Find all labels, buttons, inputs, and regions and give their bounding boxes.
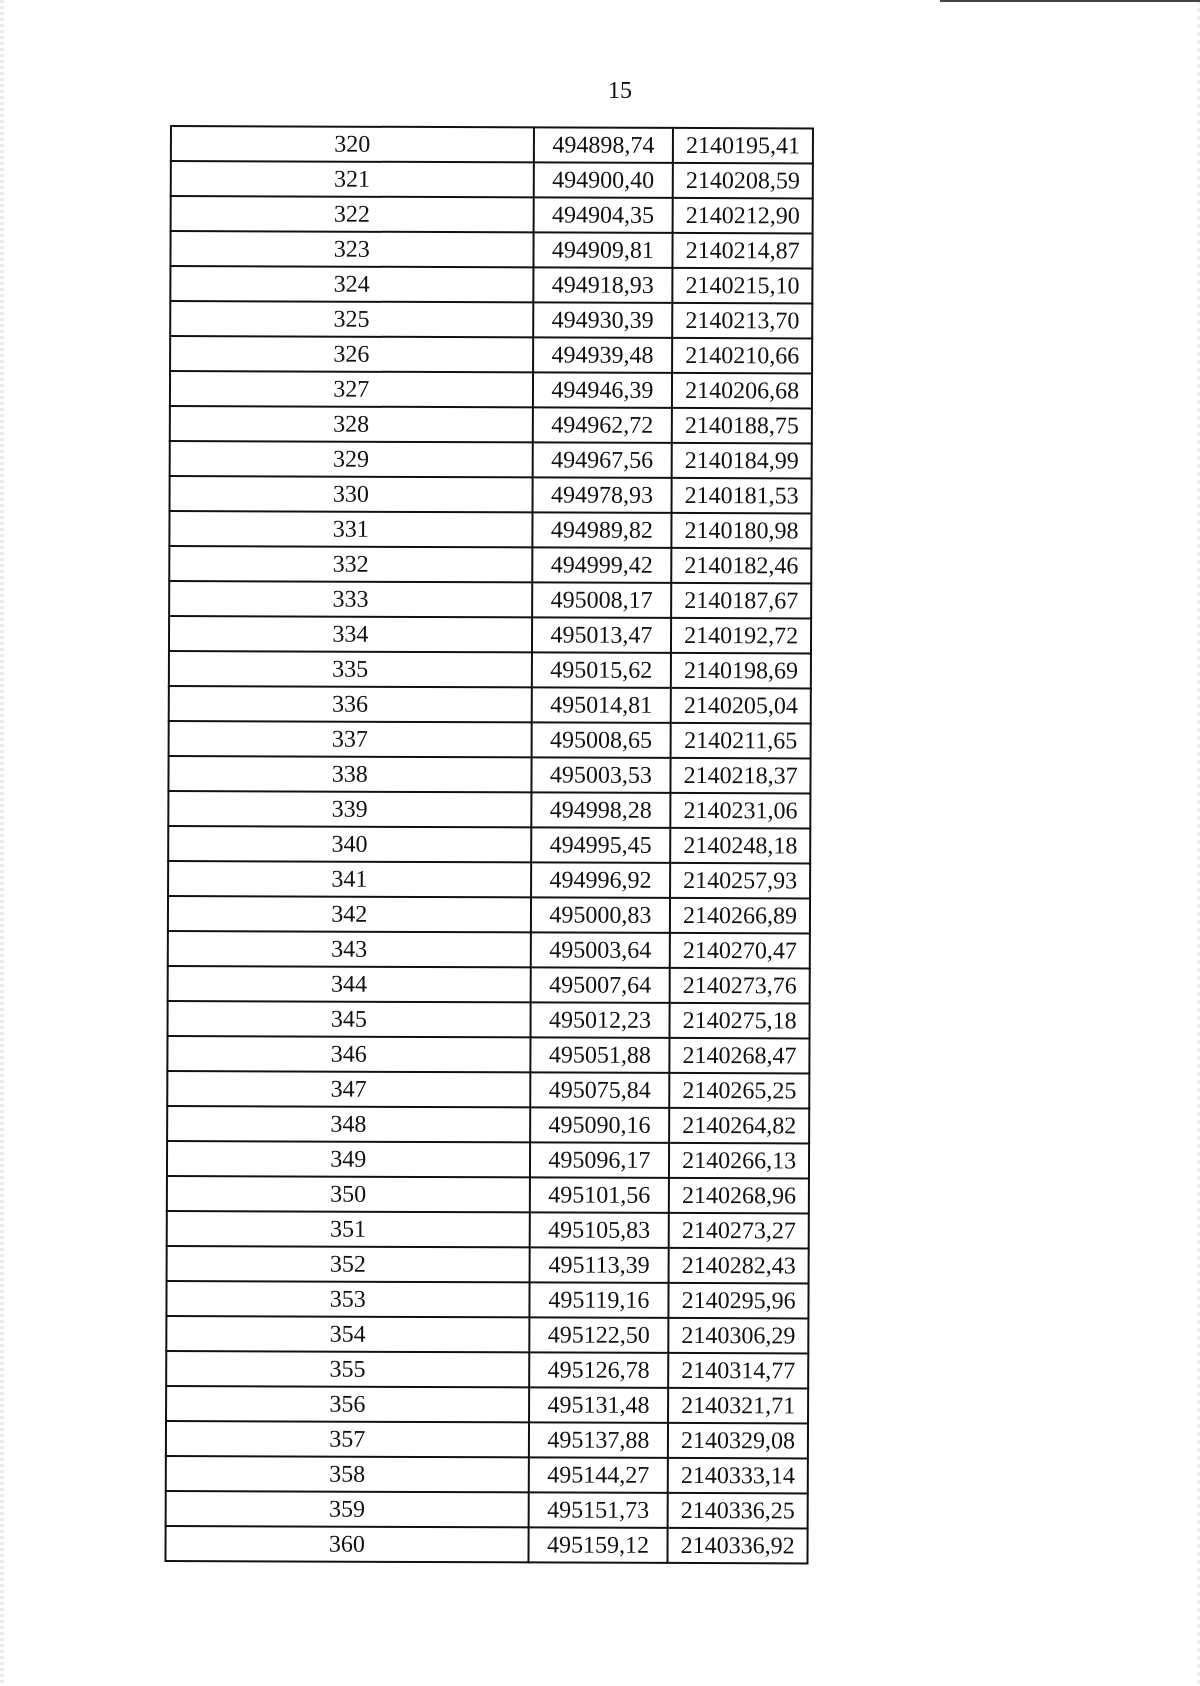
y-coordinate-cell: 2140295,96 xyxy=(669,1283,809,1319)
x-coordinate-cell: 495008,65 xyxy=(531,722,671,758)
scan-top-rule xyxy=(940,0,1200,2)
point-number-cell: 325 xyxy=(170,301,533,337)
point-number-cell: 333 xyxy=(169,581,532,617)
point-number-cell: 330 xyxy=(170,476,533,512)
y-coordinate-cell: 2140314,77 xyxy=(668,1353,808,1389)
y-coordinate-cell: 2140188,75 xyxy=(672,408,812,444)
table-row xyxy=(168,966,810,1003)
y-coordinate-cell: 2140213,70 xyxy=(672,303,812,339)
table-row xyxy=(168,1001,810,1038)
point-number-cell: 344 xyxy=(168,966,531,1002)
y-coordinate-cell: 2140329,08 xyxy=(668,1423,808,1459)
x-coordinate-cell: 494962,72 xyxy=(532,407,672,443)
y-coordinate-cell: 2140264,82 xyxy=(669,1108,809,1144)
table-row xyxy=(170,231,812,268)
table-row xyxy=(167,1176,809,1213)
point-number-cell: 338 xyxy=(168,756,531,792)
y-coordinate-cell: 2140195,41 xyxy=(673,128,813,164)
table-row xyxy=(167,1036,809,1073)
table-row xyxy=(167,1071,809,1108)
table-row xyxy=(169,616,811,653)
table-row xyxy=(168,756,810,793)
table-row xyxy=(170,406,812,443)
y-coordinate-cell: 2140181,53 xyxy=(672,478,812,514)
table-row xyxy=(166,1456,808,1493)
table-row xyxy=(169,686,811,723)
y-coordinate-cell: 2140321,71 xyxy=(668,1388,808,1424)
point-number-cell: 340 xyxy=(168,826,531,862)
y-coordinate-cell: 2140333,14 xyxy=(668,1458,808,1494)
y-coordinate-cell: 2140182,46 xyxy=(671,548,811,584)
y-coordinate-cell: 2140187,67 xyxy=(671,583,811,619)
table-row xyxy=(170,301,812,338)
point-number-cell: 356 xyxy=(166,1386,529,1422)
x-coordinate-cell: 495075,84 xyxy=(530,1072,670,1108)
x-coordinate-cell: 494898,74 xyxy=(533,127,673,163)
point-number-cell: 354 xyxy=(166,1316,529,1352)
point-number-cell: 334 xyxy=(169,616,532,652)
y-coordinate-cell: 2140211,65 xyxy=(671,723,811,759)
table-row xyxy=(170,266,812,303)
x-coordinate-cell: 494900,40 xyxy=(533,162,673,198)
y-coordinate-cell: 2140218,37 xyxy=(671,758,811,794)
table-row xyxy=(169,581,811,618)
point-number-cell: 327 xyxy=(170,371,533,407)
point-number-cell: 352 xyxy=(167,1246,530,1282)
point-number-cell: 332 xyxy=(169,546,532,582)
point-number-cell: 326 xyxy=(170,336,533,372)
point-number-cell: 343 xyxy=(168,931,531,967)
point-number-cell: 350 xyxy=(167,1176,530,1212)
point-number-cell: 351 xyxy=(167,1211,530,1247)
x-coordinate-cell: 495126,78 xyxy=(529,1352,669,1388)
y-coordinate-cell: 2140198,69 xyxy=(671,653,811,689)
x-coordinate-cell: 494978,93 xyxy=(532,477,672,513)
y-coordinate-cell: 2140206,68 xyxy=(672,373,812,409)
point-number-cell: 359 xyxy=(166,1491,529,1527)
y-coordinate-cell: 2140306,29 xyxy=(669,1318,809,1354)
x-coordinate-cell: 494999,42 xyxy=(532,547,672,583)
y-coordinate-cell: 2140273,27 xyxy=(669,1213,809,1249)
x-coordinate-cell: 495101,56 xyxy=(529,1177,669,1213)
x-coordinate-cell: 495105,83 xyxy=(529,1212,669,1248)
y-coordinate-cell: 2140275,18 xyxy=(670,1003,810,1039)
table-row xyxy=(166,1351,808,1388)
x-coordinate-cell: 495144,27 xyxy=(528,1457,668,1493)
y-coordinate-cell: 2140336,25 xyxy=(668,1493,808,1529)
point-number-cell: 347 xyxy=(167,1071,530,1107)
table-row xyxy=(168,861,810,898)
x-coordinate-cell: 495015,62 xyxy=(531,652,671,688)
table-row xyxy=(166,1421,808,1458)
y-coordinate-cell: 2140266,13 xyxy=(669,1143,809,1179)
y-coordinate-cell: 2140214,87 xyxy=(673,233,813,269)
point-number-cell: 360 xyxy=(165,1526,528,1562)
y-coordinate-cell: 2140266,89 xyxy=(670,898,810,934)
point-number-cell: 329 xyxy=(170,441,533,477)
point-number-cell: 335 xyxy=(169,651,532,687)
table-row xyxy=(168,791,810,828)
point-number-cell: 324 xyxy=(170,266,533,302)
x-coordinate-cell: 495159,12 xyxy=(528,1527,668,1563)
table-row xyxy=(167,1211,809,1248)
point-number-cell: 323 xyxy=(170,231,533,267)
table-row xyxy=(169,511,811,548)
x-coordinate-cell: 495008,17 xyxy=(532,582,672,618)
point-number-cell: 348 xyxy=(167,1106,530,1142)
y-coordinate-cell: 2140192,72 xyxy=(671,618,811,654)
x-coordinate-cell: 495003,53 xyxy=(531,757,671,793)
y-coordinate-cell: 2140215,10 xyxy=(673,268,813,304)
table-row xyxy=(168,896,810,933)
x-coordinate-cell: 495119,16 xyxy=(529,1282,669,1318)
x-coordinate-cell: 495000,83 xyxy=(531,897,671,933)
point-number-cell: 331 xyxy=(169,511,532,547)
table-row xyxy=(171,126,813,163)
y-coordinate-cell: 2140180,98 xyxy=(672,513,812,549)
x-coordinate-cell: 495113,39 xyxy=(529,1247,669,1283)
y-coordinate-cell: 2140257,93 xyxy=(670,863,810,899)
table-row xyxy=(166,1386,808,1423)
point-number-cell: 357 xyxy=(166,1421,529,1457)
point-number-cell: 342 xyxy=(168,896,531,932)
x-coordinate-cell: 494967,56 xyxy=(532,442,672,478)
table-row xyxy=(165,1526,807,1563)
coordinates-table xyxy=(164,125,814,1564)
page-number: 15 xyxy=(608,78,632,104)
x-coordinate-cell: 494998,28 xyxy=(531,792,671,828)
table-row xyxy=(169,721,811,758)
point-number-cell: 320 xyxy=(171,126,534,162)
x-coordinate-cell: 495007,64 xyxy=(530,967,670,1003)
table-row xyxy=(166,1491,808,1528)
x-coordinate-cell: 494909,81 xyxy=(533,232,673,268)
x-coordinate-cell: 494939,48 xyxy=(533,337,673,373)
y-coordinate-cell: 2140248,18 xyxy=(670,828,810,864)
x-coordinate-cell: 495131,48 xyxy=(529,1387,669,1423)
y-coordinate-cell: 2140273,76 xyxy=(670,968,810,1004)
table-row xyxy=(170,371,812,408)
y-coordinate-cell: 2140265,25 xyxy=(669,1073,809,1109)
x-coordinate-cell: 495012,23 xyxy=(530,1002,670,1038)
point-number-cell: 321 xyxy=(171,161,534,197)
y-coordinate-cell: 2140208,59 xyxy=(673,163,813,199)
x-coordinate-cell: 494918,93 xyxy=(533,267,673,303)
table-row xyxy=(167,1141,809,1178)
y-coordinate-cell: 2140212,90 xyxy=(673,198,813,234)
coordinates-table-body xyxy=(165,126,813,1563)
point-number-cell: 336 xyxy=(169,686,532,722)
y-coordinate-cell: 2140205,04 xyxy=(671,688,811,724)
x-coordinate-cell: 494930,39 xyxy=(533,302,673,338)
x-coordinate-cell: 495013,47 xyxy=(532,617,672,653)
point-number-cell: 337 xyxy=(169,721,532,757)
table-row xyxy=(167,1106,809,1143)
table-row xyxy=(168,931,810,968)
x-coordinate-cell: 495122,50 xyxy=(529,1317,669,1353)
table-row xyxy=(170,336,812,373)
y-coordinate-cell: 2140282,43 xyxy=(669,1248,809,1284)
y-coordinate-cell: 2140270,47 xyxy=(670,933,810,969)
point-number-cell: 358 xyxy=(166,1456,529,1492)
x-coordinate-cell: 495051,88 xyxy=(530,1037,670,1073)
y-coordinate-cell: 2140336,92 xyxy=(668,1528,808,1564)
point-number-cell: 355 xyxy=(166,1351,529,1387)
x-coordinate-cell: 494989,82 xyxy=(532,512,672,548)
x-coordinate-cell: 494996,92 xyxy=(531,862,671,898)
point-number-cell: 345 xyxy=(168,1001,531,1037)
y-coordinate-cell: 2140184,99 xyxy=(672,443,812,479)
table-row xyxy=(169,651,811,688)
x-coordinate-cell: 494995,45 xyxy=(531,827,671,863)
x-coordinate-cell: 495090,16 xyxy=(530,1107,670,1143)
y-coordinate-cell: 2140268,96 xyxy=(669,1178,809,1214)
point-number-cell: 328 xyxy=(170,406,533,442)
table-row xyxy=(169,546,811,583)
point-number-cell: 349 xyxy=(167,1141,530,1177)
point-number-cell: 322 xyxy=(171,196,534,232)
y-coordinate-cell: 2140268,47 xyxy=(670,1038,810,1074)
x-coordinate-cell: 494904,35 xyxy=(533,197,673,233)
x-coordinate-cell: 495014,81 xyxy=(531,687,671,723)
scan-edge-left xyxy=(0,0,4,1686)
x-coordinate-cell: 495003,64 xyxy=(530,932,670,968)
point-number-cell: 339 xyxy=(168,791,531,827)
point-number-cell: 341 xyxy=(168,861,531,897)
table-row xyxy=(166,1316,808,1353)
table-row xyxy=(171,161,813,198)
table-row xyxy=(167,1246,809,1283)
point-number-cell: 346 xyxy=(167,1036,530,1072)
x-coordinate-cell: 495137,88 xyxy=(528,1422,668,1458)
x-coordinate-cell: 495151,73 xyxy=(528,1492,668,1528)
table-row xyxy=(170,441,812,478)
y-coordinate-cell: 2140210,66 xyxy=(672,338,812,374)
point-number-cell: 353 xyxy=(166,1281,529,1317)
table-row xyxy=(170,476,812,513)
x-coordinate-cell: 495096,17 xyxy=(530,1142,670,1178)
table-row xyxy=(168,826,810,863)
x-coordinate-cell: 494946,39 xyxy=(533,372,673,408)
table-row xyxy=(166,1281,808,1318)
y-coordinate-cell: 2140231,06 xyxy=(671,793,811,829)
table-row xyxy=(171,196,813,233)
